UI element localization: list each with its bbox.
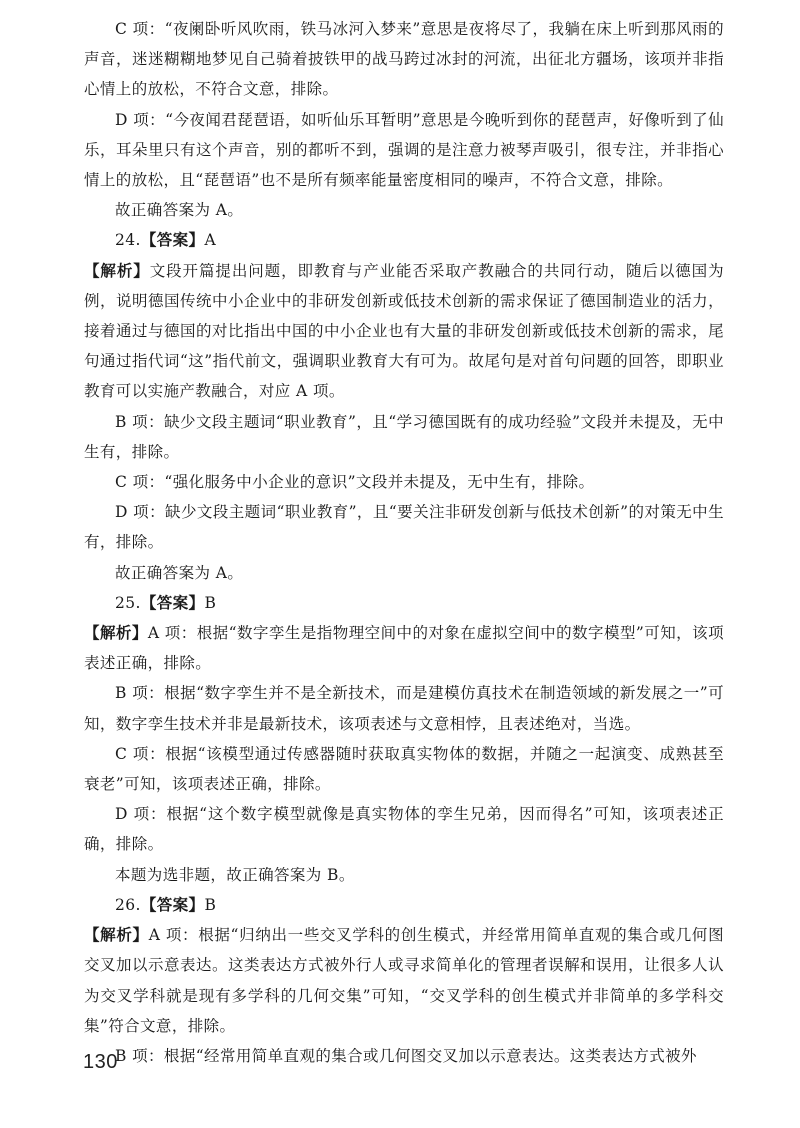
answer-tag: 【答案】 (140, 593, 205, 612)
paragraph-option-d: D 项：缺少文段主题词“职业教育”，且“要关注非研发创新与低技术创新”的对策无中生有，排除。 (84, 503, 724, 552)
paragraph-option-c: C 项：“夜阑卧听风吹雨，铁马冰河入梦来”意思是夜将尽了，我躺在床上听到那风雨的声音，迷迷糊糊地梦见自己骑着披铁甲的战马跨过冰封的河流，出征北方疆场，该项并非指心情上的放松，不符合文意，排除。 (84, 20, 724, 99)
paragraph-conclusion: 故正确答案为 A。 (115, 563, 244, 582)
answer-heading-26 (84, 890, 724, 920)
paragraph-option-b: B 项：缺少文段主题词“职业教育”，且“学习德国既有的成功经验”文段并未提及，无中生有，排除。 (84, 412, 724, 461)
paragraph-option-c: C 项：“强化服务中小企业的意识”文段并未提及，无中生有，排除。 (115, 473, 595, 492)
paragraph-conclusion: 本题为选非题，故正确答案为 B。 (115, 865, 355, 884)
paragraph-option-c: C 项：根据“该模型通过传感器随时获取真实物体的数据，并随之一起演变、成熟甚至衰老”可知，该项表述正确，排除。 (84, 744, 724, 794)
answer-value: B (204, 895, 217, 914)
answer-value: B (204, 593, 217, 612)
analysis-paragraph-26 (84, 920, 724, 1041)
answer-heading-25 (84, 588, 724, 618)
analysis-paragraph-25 (84, 618, 724, 678)
paragraph-option-b: B 项：根据“数字孪生并不是全新技术，而是建模仿真技术在制造领域的新发展之一”可知，数字孪生技术并非是最新技术，该项表述与文意相悖，且表述绝对，当选。 (84, 684, 724, 733)
analysis-tag: 【解析】 (84, 261, 150, 280)
paragraph-option-b: B 项：根据“经常用简单直观的集合或几何图交叉加以示意表达。这类表达方式被外 (115, 1046, 697, 1065)
analysis-text: 文段开篇提出问题，即教育与产业能否采取产教融合的共同行动，随后以德国为例，说明德国传统中小企业中的非研发创新或低技术创新的需求保证了德国制造业的活力，接着通过与德国的对比指出中国的中小企业也有大量的非研发创新或低技术创新的需求，尾句通过指代词“这”指代前文，强调职业教育大有可为。故尾句是对首句问题的回答，即职业教育可以实施产教融合，对应 A 项。 (84, 261, 724, 401)
analysis-text: A 项：根据“数字孪生是指物理空间中的对象在虚拟空间中的数字模型”可知，该项表述正确，排除。 (84, 624, 724, 673)
page-number: 130 (83, 1051, 118, 1073)
paragraph-option-d: D 项：根据“这个数字模型就像是真实物体的孪生兄弟，因而得名”可知，该项表述正确，排除。 (84, 805, 724, 854)
question-number: 25. (115, 593, 141, 612)
analysis-tag: 【解析】 (84, 926, 149, 945)
paragraph-option-d: D 项：“今夜闻君琵琶语，如听仙乐耳暂明”意思是今晚听到你的琵琶声，好像听到了仙乐，耳朵里只有这个声音，别的都听不到，强调的是注意力被琴声吸引，很专注，并非指心情上的放松，且“琵琶语”也不是所有频率能量密度相同的噪声，不符合文意，排除。 (84, 110, 724, 190)
answer-tag: 【答案】 (140, 231, 205, 250)
question-number: 24. (115, 231, 141, 250)
analysis-tag: 【解析】 (84, 624, 148, 643)
answer-tag: 【答案】 (140, 895, 205, 914)
question-number: 26. (115, 895, 141, 914)
answer-value: A (204, 231, 217, 250)
page-body (84, 14, 724, 1071)
analysis-paragraph-24 (84, 256, 724, 407)
paragraph-conclusion: 故正确答案为 A。 (115, 201, 244, 220)
answer-heading-24 (84, 225, 724, 255)
analysis-text: A 项：根据“归纳出一些交叉学科的创生模式，并经常用简单直观的集合或几何图交叉加以示意表达。这类表达方式被外行人或寻求简单化的管理者误解和误用，让很多人认为交叉学科就是现有多学科的几何交集”可知，“交叉学科的创生模式并非简单的多学科交集”符合文意，排除。 (84, 926, 724, 1035)
